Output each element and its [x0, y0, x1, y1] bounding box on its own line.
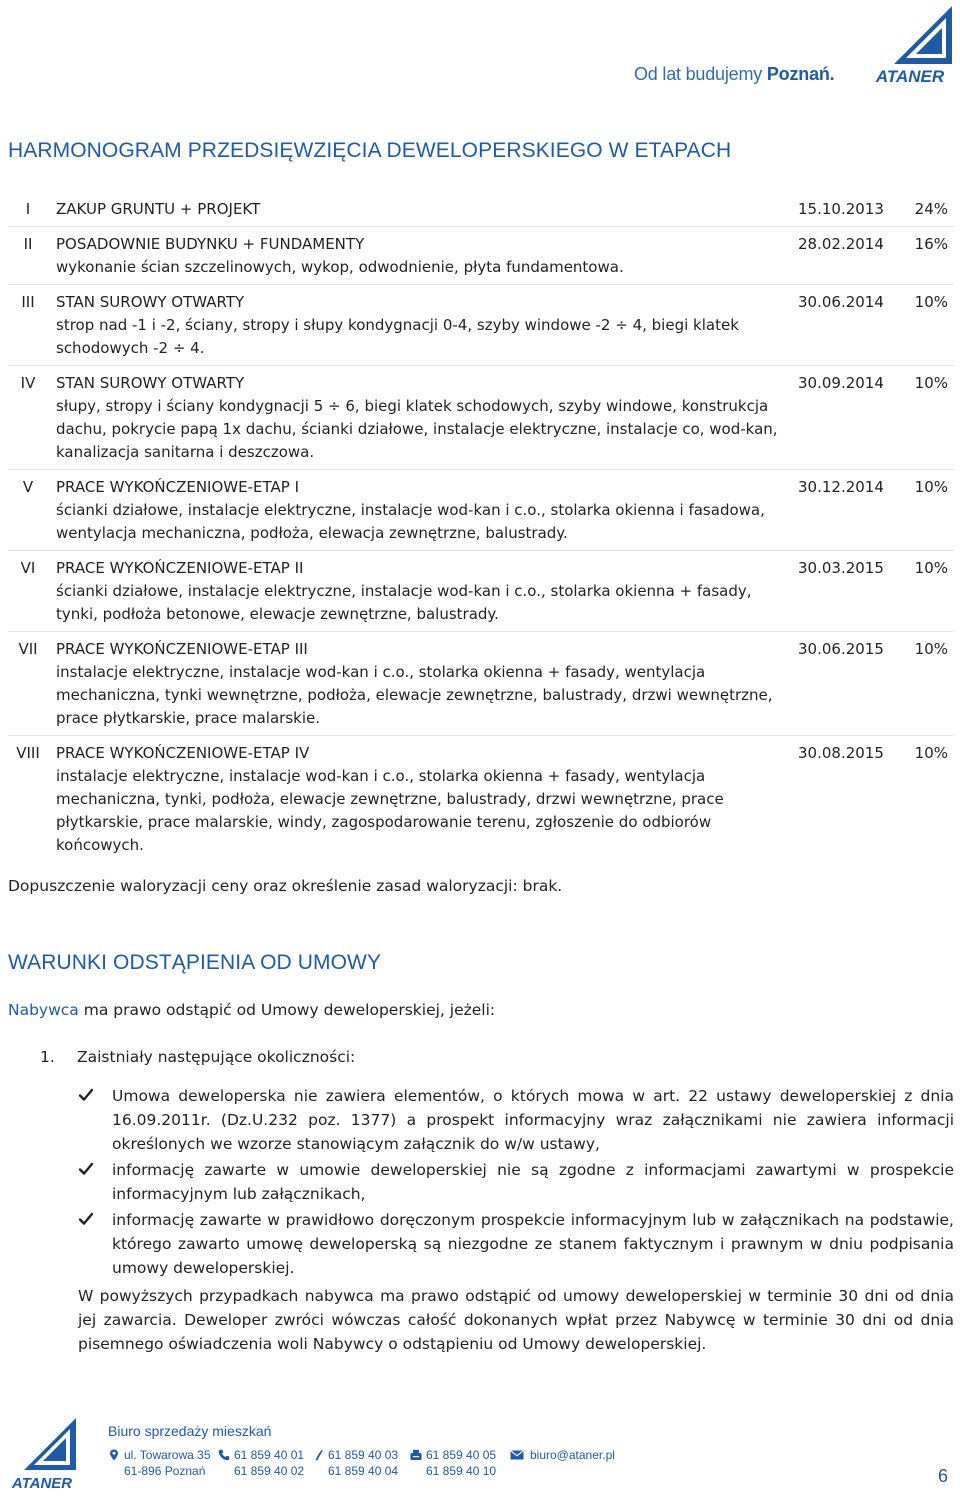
stage-title: PRACE WYKOŃCZENIOWE-ETAP III — [56, 640, 308, 658]
stage-description — [56, 736, 786, 862]
logo-text: ATANER — [875, 67, 945, 86]
stage-description — [56, 470, 786, 550]
stage-body: instalacje elektryczne, instalacje wod-kan i c.o., stolarka okienna + fasady, wentylacja mechaniczna, tynki, podłoża, elewacje zewnętrzne, balustrady, drzwi wewnętrzne, prace płytkarskie, prace malarskie, windy, zagospodarowanie terenu, zgłoszenie do odbiorów końcowych. — [56, 767, 724, 854]
address-line1: ul. Towarowa 35 — [124, 1448, 211, 1462]
lead-buyer: Nabywca — [8, 1001, 79, 1019]
stage-body: ścianki działowe, instalacje elektryczne, instalacje wod-kan i c.o., stolarka okienna + fasady, tynki, podłoża betonowe, elewacje zewnętrzne, balustrady. — [56, 582, 752, 623]
schedule-row — [8, 736, 954, 862]
stage-percent: 10% — [914, 559, 948, 577]
footer-address — [108, 1447, 211, 1479]
stage-body: ścianki działowe, instalacje elektryczne, instalacje wod-kan i c.o., stolarka okienna i fasadowa, wentylacja mechaniczna, podłoża, elewacja zewnętrzne, balustrady. — [56, 501, 765, 542]
stage-title: ZAKUP GRUNTU + PROJEKT — [56, 200, 261, 218]
stage-percent: 10% — [914, 374, 948, 392]
schedule-row — [8, 632, 954, 736]
tagline-bold: Poznań. — [766, 64, 835, 84]
schedule-row — [8, 470, 954, 551]
checkmark-icon — [78, 1161, 94, 1177]
schedule-row — [8, 285, 954, 366]
office-title: Biuro sprzedaży mieszkań — [108, 1423, 272, 1439]
footer-phones-a — [218, 1447, 304, 1479]
stage-date: 30.08.2015 — [798, 744, 884, 762]
stage-date: 28.02.2014 — [798, 235, 884, 253]
withdrawal-paragraph: W powyższych przypadkach nabywca ma prawo odstąpić od umowy deweloperskiej w terminie 30 dni od dnia jej zawarcia. Deweloper zwróci wówczas całość dokonanych wpłat przez Nabywcę w terminie 30 dni od dnia pisemnego oświadczenia woli Nabywcy o odstąpieniu od Umowy deweloperskiej. — [78, 1287, 954, 1353]
footer-logo — [4, 1416, 82, 1492]
stage-description — [56, 551, 786, 631]
check-item — [78, 1084, 954, 1156]
stage-date: 30.12.2014 — [798, 478, 884, 496]
address-line2: 61-896 Poznań — [124, 1464, 206, 1478]
ataner-logo-icon — [866, 4, 954, 86]
stage-description — [56, 227, 786, 284]
ataner-logo — [866, 4, 954, 86]
stage-number: VII — [18, 640, 38, 658]
stage-percent: 10% — [914, 478, 948, 496]
lead-rest: ma prawo odstąpić od Umowy deweloperskiej, jeżeli: — [78, 1001, 496, 1019]
tagline-prefix: Od lat budujemy — [634, 64, 767, 84]
header-tagline — [634, 64, 834, 85]
withdrawal-title: WARUNKI ODSTĄPIENIA OD UMOWY — [8, 951, 382, 974]
stage-description — [56, 285, 786, 365]
stage-description — [56, 632, 786, 735]
stage-body: słupy, stropy i ściany kondygnacji 5 ÷ 6, biegi klatek schodowych, szyby windowe, konstrukcja dachu, pokrycie papą 1x dachu, ścianki działowe, instalacje elektryczne, instalacje co, wod-kan, kanalizacja sanitarna i deszczowa. — [56, 397, 778, 461]
stage-number: II — [23, 235, 33, 253]
footer-logo-icon — [4, 1416, 82, 1492]
valorization-note: Dopuszczenie waloryzacji ceny oraz określenie zasad waloryzacji: brak. — [8, 877, 563, 895]
stage-date: 30.06.2014 — [798, 293, 884, 311]
check-item — [78, 1158, 954, 1206]
stage-title: PRACE WYKOŃCZENIOWE-ETAP II — [56, 559, 304, 577]
stage-body: instalacje elektryczne, instalacje wod-kan i c.o., stolarka okienna + fasady, wentylacja mechaniczna, tynki wewnętrzne, podłoża, elewacje zewnętrzne, balustrady, drzwi wewnętrzne, prace płytkarskie, prace malarskie. — [56, 663, 773, 727]
item-text: Zaistniały następujące okoliczności: — [77, 1048, 356, 1066]
stage-date: 30.06.2015 — [798, 640, 884, 658]
schedule-row — [8, 227, 954, 285]
phone-a1[interactable]: 61 859 40 01 — [234, 1448, 305, 1462]
phone-b1[interactable]: 61 859 40 03 — [328, 1448, 399, 1462]
email-link[interactable]: biuro@ataner.pl — [530, 1448, 615, 1462]
check-text: informację zawarte w umowie deweloperskiej nie są zgodne z informacjami zawartymi w prospekcie informacyjnym lub załącznikach, — [112, 1161, 954, 1203]
stage-description — [56, 192, 786, 226]
phone-b2[interactable]: 61 859 40 04 — [328, 1464, 399, 1478]
stage-number: III — [21, 293, 35, 311]
stage-percent: 10% — [914, 744, 948, 762]
check-text: Umowa deweloperska nie zawiera elementów, o których mowa w art. 22 ustawy deweloperskiej z dnia 16.09.2011r. (Dz.U.232 poz. 1377) a prospekt informacyjny wraz załącznikami nie zawiera informacji określonych we wzorze stanowiącym załącznik do w/w ustawy, — [112, 1087, 954, 1153]
numbered-item — [40, 1048, 355, 1066]
phone-a2[interactable]: 61 859 40 02 — [234, 1464, 305, 1478]
schedule-title: HARMONOGRAM PRZEDSIĘWZIĘCIA DEWELOPERSKIEGO W ETAPACH — [8, 139, 732, 162]
stage-percent: 10% — [914, 293, 948, 311]
fax-1: 61 859 40 05 — [426, 1448, 497, 1462]
stage-title: STAN SUROWY OTWARTY — [56, 374, 245, 392]
withdrawal-lead — [8, 1001, 495, 1019]
stage-number: I — [25, 200, 31, 218]
stage-number: VIII — [16, 744, 40, 762]
stage-title: POSADOWNIE BUDYNKU + FUNDAMENTY — [56, 235, 365, 253]
item-number: 1. — [40, 1048, 55, 1066]
stage-date: 30.03.2015 — [798, 559, 884, 577]
stage-date: 30.09.2014 — [798, 374, 884, 392]
stage-body: wykonanie ścian szczelinowych, wykop, odwodnienie, płyta fundamentowa. — [56, 258, 624, 276]
stage-date: 15.10.2013 — [798, 200, 884, 218]
stage-number: V — [22, 478, 34, 496]
stage-description — [56, 366, 786, 469]
stage-number: VI — [20, 559, 36, 577]
schedule-table — [8, 192, 954, 862]
stage-number: IV — [20, 374, 36, 392]
page-number: 6 — [938, 1466, 949, 1486]
stage-title: PRACE WYKOŃCZENIOWE-ETAP I — [56, 478, 299, 496]
stage-percent: 24% — [914, 200, 948, 218]
stage-title: PRACE WYKOŃCZENIOWE-ETAP IV — [56, 744, 310, 762]
stage-title: STAN SUROWY OTWARTY — [56, 293, 245, 311]
footer-phones-b — [312, 1447, 398, 1479]
schedule-row — [8, 551, 954, 632]
mobile-phone-icon — [312, 1449, 324, 1461]
check-list — [78, 1084, 954, 1282]
checkmark-icon — [78, 1087, 94, 1103]
schedule-row — [8, 192, 954, 227]
fax-2: 61 859 40 10 — [426, 1464, 497, 1478]
phone-icon — [218, 1449, 230, 1461]
check-item — [78, 1208, 954, 1280]
stage-percent: 10% — [914, 640, 948, 658]
stage-body: strop nad -1 i -2, ściany, stropy i słupy kondygnacji 0-4, szyby windowe -2 ÷ 4, biegi klatek schodowych -2 ÷ 4. — [56, 316, 739, 357]
footer-email — [510, 1447, 615, 1463]
stage-percent: 16% — [914, 235, 948, 253]
footer-fax — [410, 1447, 496, 1479]
footer-logo-text: ATANER — [11, 1475, 73, 1492]
check-text: informację zawarte w prawidłowo doręczonym prospekcie informacyjnym lub w załącznikach na podstawie, którego zawarto umowę deweloperską są niezgodne ze stanem faktycznym i prawnym w dniu podpisania umowy deweloperskiej. — [112, 1211, 954, 1277]
schedule-row — [8, 366, 954, 470]
location-pin-icon — [108, 1449, 120, 1461]
checkmark-icon — [78, 1211, 94, 1227]
envelope-icon — [510, 1449, 524, 1461]
fax-icon — [410, 1449, 422, 1461]
